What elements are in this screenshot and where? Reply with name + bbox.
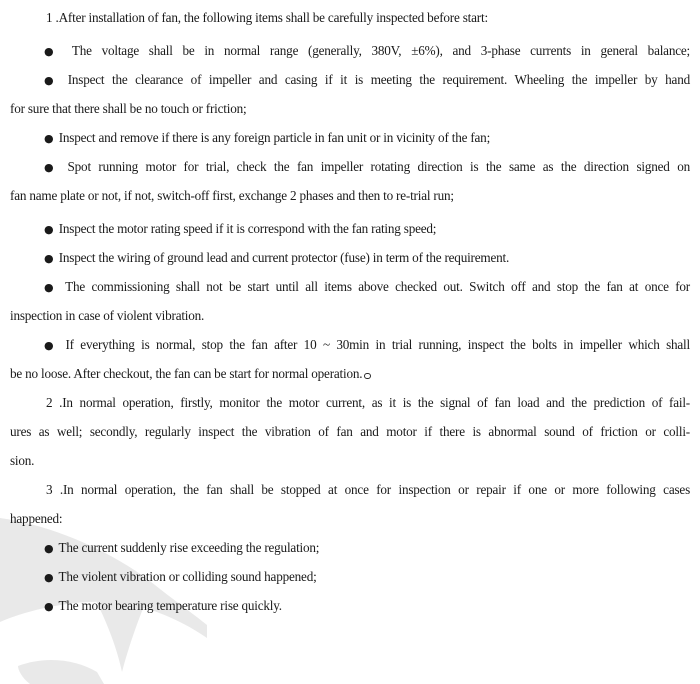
line-text: Inspect and remove if there is any foreign particle in fan unit or in vicinity of the fan; [58, 130, 491, 145]
watermark-blade-corner [18, 660, 104, 684]
line-text: happened: [10, 511, 63, 526]
bullet-icon: ● [44, 161, 59, 174]
line-text: The voltage shall be in normal range (generally, 380V, ±6%), and 3-phase currents in general balance; [71, 43, 690, 58]
line-text: inspection in case of violent vibration. [10, 308, 205, 323]
line-text: Inspect the clearance of impeller and casing if it is meeting the requirement. Wheeling the impeller by hand [67, 72, 690, 87]
line-text: Spot running motor for trial, check the fan impeller rotating direction is the same as the direction signed on [67, 159, 690, 174]
bullet-icon: ● [44, 74, 59, 87]
bullet-icon: ● [44, 542, 54, 555]
text-line [10, 181, 690, 210]
bullet-icon: ● [44, 252, 54, 265]
text-line [10, 3, 690, 32]
text-line [10, 504, 690, 533]
line-text: be no loose. After checkout, the fan can be start for normal operation. [10, 366, 363, 381]
line-text: 2 .In normal operation, firstly, monitor the motor current, as it is the signal of fan load and the prediction of fail- [46, 395, 690, 410]
text-line [10, 417, 690, 446]
line-text: fan name plate or not, if not, switch-off first, exchange 2 phases and then to re-trial run; [10, 188, 454, 203]
line-text: 1 .After installation of fan, the following items shall be carefully inspected before start: [46, 10, 488, 25]
line-text: ures as well; secondly, regularly inspect the vibration of fan and motor if there is abnormal sound of friction or colli- [10, 424, 690, 439]
line-text: sion. [10, 453, 35, 468]
line-text: If everything is normal, stop the fan after 10 ~ 30min in trial running, inspect the bolts in impeller which shall [65, 337, 690, 352]
text-line [10, 330, 690, 359]
bullet-icon: ● [44, 571, 54, 584]
text-line [10, 36, 690, 65]
line-text: Inspect the wiring of ground lead and current protector (fuse) in term of the requirement. [58, 250, 510, 265]
cjk-fullstop-icon [364, 373, 371, 380]
bullet-icon: ● [44, 223, 54, 236]
text-line [10, 94, 690, 123]
line-text: The current suddenly rise exceeding the regulation; [58, 540, 320, 555]
bullet-icon: ● [44, 339, 57, 352]
text-line [10, 475, 690, 504]
text-line [10, 65, 690, 94]
text-line [10, 152, 690, 181]
bullet-icon: ● [44, 132, 54, 145]
line-text: Inspect the motor rating speed if it is correspond with the fan rating speed; [58, 221, 437, 236]
text-line [10, 243, 690, 272]
text-line [10, 388, 690, 417]
text-line [10, 359, 690, 388]
text-line [10, 533, 690, 562]
line-text: The motor bearing temperature rise quickly. [58, 598, 282, 613]
text-line [10, 446, 690, 475]
text-line [10, 591, 690, 620]
bullet-icon: ● [44, 281, 57, 294]
bullet-icon: ● [44, 600, 54, 613]
text-line [10, 562, 690, 591]
line-text: The violent vibration or colliding sound happened; [58, 569, 317, 584]
text-line [10, 272, 690, 301]
bullet-icon: ● [44, 45, 61, 58]
line-text: 3 .In normal operation, the fan shall be stopped at once for inspection or repair if one or more following cases [46, 482, 690, 497]
line-text: The commissioning shall not be start until all items above checked out. Switch off and stop the fan at once for [65, 279, 690, 294]
text-line [10, 123, 690, 152]
text-line [10, 301, 690, 330]
line-text: for sure that there shall be no touch or friction; [10, 101, 247, 116]
text-line [10, 214, 690, 243]
